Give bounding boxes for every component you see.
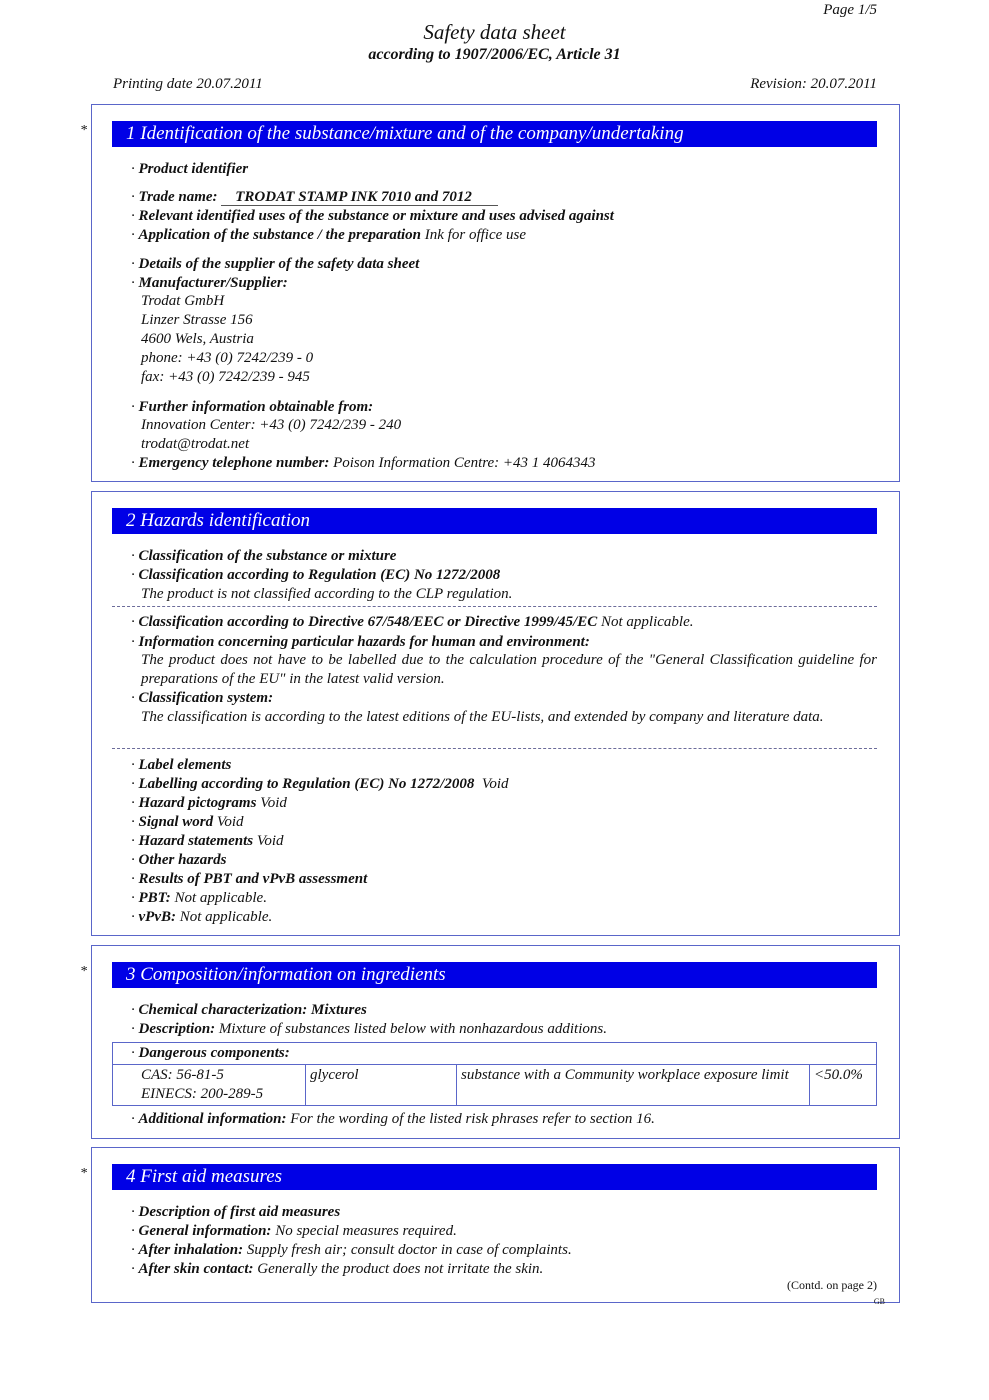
emergency-label: Emergency telephone number: <box>138 455 330 471</box>
identified-uses-line: · Relevant identified uses of the substance or mixture and uses advised against <box>131 208 614 224</box>
chem-characterization-line: · Chemical characterization: Mixtures <box>131 1002 367 1018</box>
manufacturer-line: · Manufacturer/Supplier: <box>131 275 288 291</box>
first-aid-description-line: · Description of first aid measures <box>131 1204 341 1220</box>
classification-system-line: · Classification system: <box>131 690 274 706</box>
additional-info-value: For the wording of the listed risk phrases refer to section 16. <box>290 1111 655 1127</box>
address-line: 4600 Wels, Austria <box>141 331 254 347</box>
dashed-divider <box>112 606 877 607</box>
hazard-statements-value: Void <box>256 833 284 849</box>
general-info-line: · General information: No special measures required. <box>131 1223 457 1239</box>
vpvb-value: Not applicable. <box>179 909 273 925</box>
pbt-line: · PBT: Not applicable. <box>131 890 267 906</box>
general-info-label: General information: <box>138 1223 272 1239</box>
supplier-details-label: Details of the supplier of the safety data sheet <box>138 256 420 272</box>
innovation-center-line: Innovation Center: +43 (0) 7242/239 - 240 <box>141 417 402 433</box>
dangerous-components-label: Dangerous components: <box>138 1045 290 1061</box>
revision-marker: * <box>80 1166 87 1181</box>
dashed-divider <box>112 748 877 749</box>
general-info-value: No special measures required. <box>275 1223 457 1239</box>
directive-line: · Classification according to Directive 67/548/EEC or Directive 1999/45/EC Not applicable. <box>131 614 694 630</box>
revision-marker: * <box>80 123 87 138</box>
first-aid-description-label: Description of first aid measures <box>138 1204 341 1220</box>
application-line: · Application of the substance / the preparation Ink for office use <box>131 227 527 243</box>
reg-1272-label: Classification according to Regulation (EC) No 1272/2008 <box>138 567 501 583</box>
section-3-heading: 3 Composition/information on ingredients <box>112 962 877 988</box>
limit-cell: substance with a Community workplace exposure limit <box>457 1065 810 1106</box>
trade-name-label: Trade name: <box>138 189 218 205</box>
emergency-line: · Emergency telephone number: Poison Information Centre: +43 1 4064343 <box>131 455 596 471</box>
labelling-value: Void <box>481 776 509 792</box>
document-title: Safety data sheet <box>423 20 566 44</box>
country-code: GB <box>873 1297 885 1306</box>
fax-line: fax: +43 (0) 7242/239 - 945 <box>141 369 310 385</box>
document-subtitle: according to 1907/2006/EC, Article 31 <box>368 46 621 63</box>
hazard-info-label: Information concerning particular hazards for human and environment: <box>138 634 590 650</box>
pictograms-value: Void <box>260 795 287 811</box>
hazard-statements-line: · Hazard statements Void <box>131 833 284 849</box>
revision-date: Revision: 20.07.2011 <box>750 76 877 92</box>
percent-cell: <50.0% <box>810 1065 877 1106</box>
continued-note: (Contd. on page 2) <box>787 1278 877 1292</box>
directive-value: Not applicable. <box>600 614 694 630</box>
einecs-number: EINECS: 200-289-5 <box>141 1086 264 1102</box>
product-identifier-label: Product identifier <box>138 161 249 177</box>
product-identifier-line: · Product identifier <box>131 161 249 177</box>
pbt-results-line: · Results of PBT and vPvB assessment <box>131 871 368 887</box>
cas-number: CAS: 56-81-5 <box>141 1067 224 1083</box>
address-line: Trodat GmbH <box>141 293 225 309</box>
printing-date: Printing date 20.07.2011 <box>113 76 263 92</box>
other-hazards-line: · Other hazards <box>131 852 227 868</box>
pbt-label: PBT: <box>138 890 171 906</box>
inhalation-value: Supply fresh air; consult doctor in case of complaints. <box>246 1242 572 1258</box>
section-1-heading: 1 Identification of the substance/mixture and of the company/undertaking <box>112 121 877 147</box>
hazard-info-text: The product does not have to be labelled due to the calculation procedure of the "General Classification guideline for preparations of the EU" in the latest valid version. <box>141 652 877 687</box>
vpvb-label: vPvB: <box>138 909 176 925</box>
skin-contact-value: Generally the product does not irritate the skin. <box>257 1261 544 1277</box>
classification-line: · Classification of the substance or mixture <box>131 548 397 564</box>
inhalation-label: After inhalation: <box>138 1242 244 1258</box>
skin-contact-line: · After skin contact: Generally the product does not irritate the skin. <box>131 1261 544 1277</box>
pbt-value: Not applicable. <box>174 890 267 906</box>
classification-label: Classification of the substance or mixture <box>138 548 397 564</box>
substance-name-cell: glycerol <box>306 1065 457 1106</box>
other-hazards-label: Other hazards <box>138 852 227 868</box>
further-info-label: Further information obtainable from: <box>138 399 374 415</box>
application-label: Application of the substance / the preparation <box>138 227 422 243</box>
application-value: Ink for office use <box>424 227 527 243</box>
address-line: Linzer Strasse 156 <box>141 312 253 328</box>
label-elements-line: · Label elements <box>131 757 232 773</box>
dangerous-components-table <box>112 1042 877 1106</box>
not-classified-text: The product is not classified according to the CLP regulation. <box>141 586 513 602</box>
reg-1272-line: · Classification according to Regulation (EC) No 1272/2008 <box>131 567 501 583</box>
supplier-details-line: · Details of the supplier of the safety data sheet <box>131 256 420 272</box>
label-elements-label: Label elements <box>138 757 232 773</box>
table-header-row <box>113 1043 877 1065</box>
revision-marker: * <box>80 964 87 979</box>
additional-info-line: · Additional information: For the wording of the listed risk phrases refer to section 16. <box>131 1111 655 1127</box>
section-2-heading: 2 Hazards identification <box>112 508 877 534</box>
manufacturer-label: Manufacturer/Supplier: <box>138 275 288 291</box>
skin-contact-label: After skin contact: <box>138 1261 254 1277</box>
signal-word-label: Signal word <box>138 814 214 830</box>
trade-name-line: · Trade name: TRODAT STAMP INK 7010 and 7012 <box>131 188 498 207</box>
signal-word-line: · Signal word Void <box>131 814 244 830</box>
cas-cell <box>113 1065 306 1106</box>
emergency-value: Poison Information Centre: +43 1 4064343 <box>333 455 596 471</box>
labelling-label: Labelling according to Regulation (EC) No 1272/2008 <box>138 776 475 792</box>
pbt-results-label: Results of PBT and vPvB assessment <box>138 871 368 887</box>
labelling-line: · Labelling according to Regulation (EC) No 1272/2008 Void <box>131 776 509 792</box>
hazard-info-line: · Information concerning particular hazards for human and environment: <box>131 634 590 650</box>
description-line: · Description: Mixture of substances listed below with nonhazardous additions. <box>131 1021 607 1037</box>
section-4-heading: 4 First aid measures <box>112 1164 877 1190</box>
phone-line: phone: +43 (0) 7242/239 - 0 <box>141 350 314 366</box>
further-info-line: · Further information obtainable from: <box>131 399 374 415</box>
chem-characterization-label: Chemical characterization: Mixtures <box>138 1002 367 1018</box>
table-row <box>113 1065 877 1106</box>
page-number: Page 1/5 <box>823 2 877 18</box>
pictograms-line: · Hazard pictograms Void <box>131 795 287 811</box>
vpvb-line: · vPvB: Not applicable. <box>131 909 273 925</box>
trade-name-value: TRODAT STAMP INK 7010 and 7012 <box>221 189 498 206</box>
directive-label: Classification according to Directive 67/548/EEC or Directive 1999/45/EC <box>138 614 598 630</box>
pictograms-label: Hazard pictograms <box>138 795 257 811</box>
table-header-cell: · Dangerous components: <box>113 1043 877 1065</box>
additional-info-label: Additional information: <box>138 1111 287 1127</box>
inhalation-line: · After inhalation: Supply fresh air; consult doctor in case of complaints. <box>131 1242 572 1258</box>
email-line[interactable]: trodat@trodat.net <box>141 436 250 452</box>
hazard-statements-label: Hazard statements <box>138 833 254 849</box>
classification-system-label: Classification system: <box>138 690 274 706</box>
description-value: Mixture of substances listed below with nonhazardous additions. <box>218 1021 607 1037</box>
identified-uses-label: Relevant identified uses of the substance or mixture and uses advised against <box>138 208 614 224</box>
description-label: Description: <box>138 1021 216 1037</box>
signal-word-value: Void <box>216 814 244 830</box>
classification-system-text: The classification is according to the latest editions of the EU-lists, and extended by company and literature data. <box>141 709 824 725</box>
